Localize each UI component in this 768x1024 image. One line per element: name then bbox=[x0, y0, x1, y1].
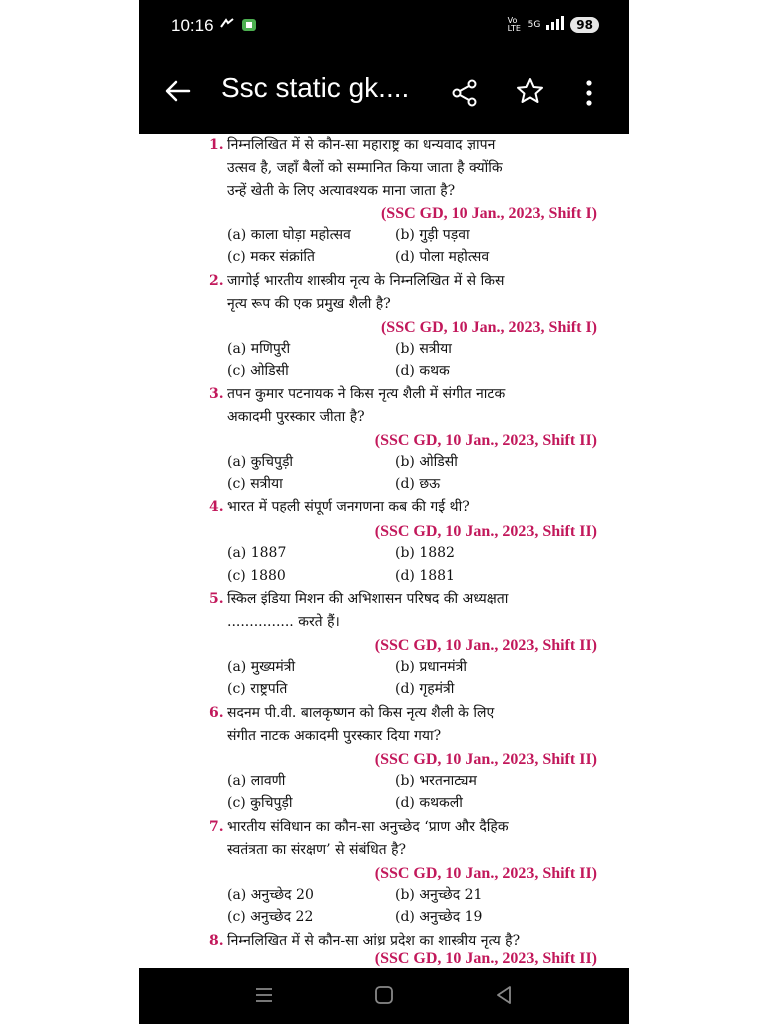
status-bar bbox=[139, 0, 629, 52]
option-d: (d) अनुच्छेद 19 bbox=[395, 909, 483, 925]
question-source: (SSC GD, 10 Jan., 2023, Shift I) bbox=[380, 319, 597, 336]
question-line: स्वतंत्रता का संरक्षण’ से संबंधित है? bbox=[227, 842, 407, 858]
question-1 bbox=[209, 134, 597, 265]
question-line: स्किल इंडिया मिशन की अभिशासन परिषद की अध्यक्षता bbox=[227, 591, 509, 607]
question-source: (SSC GD, 10 Jan., 2023, Shift II) bbox=[374, 432, 597, 449]
question-source: (SSC GD, 10 Jan., 2023, Shift I) bbox=[380, 205, 597, 222]
question-line: उत्सव है, जहाँ बैलों को सम्मानित किया जाता है क्योंकि bbox=[227, 160, 503, 176]
option-a: (a) काला घोड़ा महोत्सव bbox=[227, 227, 351, 243]
question-line: ............... करते हैं। bbox=[227, 614, 340, 630]
status-time: 10:16 bbox=[171, 16, 214, 35]
square-home-icon[interactable] bbox=[373, 984, 395, 1010]
sync-icon bbox=[219, 18, 235, 33]
option-c: (c) मकर संक्रांति bbox=[227, 249, 315, 265]
question-6 bbox=[209, 702, 597, 811]
question-line: निम्नलिखित में से कौन-सा आंध्र प्रदेश का शास्त्रीय नृत्य है? bbox=[227, 933, 521, 949]
option-b: (b) ओडिसी bbox=[395, 454, 458, 470]
option-b: (b) प्रधानमंत्री bbox=[395, 659, 468, 675]
question-source: (SSC GD, 10 Jan., 2023, Shift II) bbox=[374, 751, 597, 768]
question-8 bbox=[209, 930, 597, 967]
network-indicator: 5G bbox=[527, 19, 541, 30]
option-d: (d) पोला महोत्सव bbox=[395, 249, 490, 265]
option-d: (d) 1881 bbox=[395, 568, 455, 584]
arrow-left-icon[interactable] bbox=[163, 76, 193, 106]
question-line: भारत में पहली संपूर्ण जनगणना कब की गई थी? bbox=[227, 499, 470, 515]
question-line: उन्हें खेती के लिए अत्यावश्यक माना जाता है? bbox=[227, 183, 456, 199]
question-line: सदनम पी.वी. बालकृष्णन को किस नृत्य शैली के लिए bbox=[227, 705, 495, 721]
question-4 bbox=[209, 496, 597, 584]
page-title: Ssc static gk.... bbox=[221, 72, 410, 103]
menu-lines-icon[interactable] bbox=[253, 984, 275, 1010]
question-number: 7. bbox=[209, 819, 224, 835]
question-number: 8. bbox=[209, 933, 224, 949]
option-a: (a) मणिपुरी bbox=[227, 341, 291, 357]
volte-indicator: Vo LTE bbox=[507, 15, 521, 33]
option-a: (a) कुचिपुड़ी bbox=[227, 454, 294, 470]
more-vertical-icon[interactable] bbox=[585, 80, 593, 110]
option-d: (d) कथक bbox=[395, 363, 450, 379]
question-line: निम्नलिखित में से कौन-सा महाराष्ट्र का धन्यवाद ज्ञापन bbox=[227, 137, 496, 153]
option-b: (b) भरतनाट्यम bbox=[395, 773, 477, 789]
option-b: (b) सत्रीया bbox=[395, 341, 452, 357]
navigation-bar bbox=[139, 968, 629, 1024]
question-source: (SSC GD, 10 Jan., 2023, Shift II) bbox=[374, 950, 597, 967]
option-c: (c) 1880 bbox=[227, 568, 286, 584]
option-a: (a) मुख्यमंत्री bbox=[227, 659, 296, 675]
option-b: (b) गुड़ी पड़वा bbox=[395, 227, 470, 243]
option-c: (c) ओडिसी bbox=[227, 363, 289, 379]
app-bar bbox=[139, 52, 629, 134]
option-a: (a) अनुच्छेद 20 bbox=[227, 887, 314, 903]
option-a: (a) लावणी bbox=[227, 773, 286, 789]
phone-screen bbox=[139, 0, 629, 1024]
option-d: (d) गृहमंत्री bbox=[395, 681, 455, 697]
question-number: 3. bbox=[209, 386, 224, 402]
question-source: (SSC GD, 10 Jan., 2023, Shift II) bbox=[374, 637, 597, 654]
question-7 bbox=[209, 816, 597, 925]
question-5 bbox=[209, 588, 597, 697]
option-d: (d) छऊ bbox=[395, 476, 441, 492]
question-number: 1. bbox=[209, 137, 224, 153]
question-source: (SSC GD, 10 Jan., 2023, Shift II) bbox=[374, 523, 597, 540]
question-number: 5. bbox=[209, 591, 224, 607]
question-line: नृत्य रूप की एक प्रमुख शैली है? bbox=[227, 296, 391, 312]
star-icon[interactable] bbox=[515, 76, 545, 110]
option-c: (c) कुचिपुड़ी bbox=[227, 795, 293, 811]
question-line: जागोई भारतीय शास्त्रीय नृत्य के निम्नलिखित में से किस bbox=[227, 273, 505, 289]
option-c: (c) सत्रीया bbox=[227, 476, 283, 492]
question-2 bbox=[209, 270, 597, 379]
question-3 bbox=[209, 383, 597, 492]
option-b: (b) 1882 bbox=[395, 545, 455, 561]
signal-icon bbox=[546, 16, 564, 33]
question-number: 2. bbox=[209, 273, 224, 289]
share-icon[interactable] bbox=[451, 79, 479, 111]
option-c: (c) राष्ट्रपति bbox=[227, 681, 288, 697]
question-line: अकादमी पुरस्कार जीता है? bbox=[227, 409, 365, 425]
app-notification-icon bbox=[241, 18, 257, 35]
option-d: (d) कथकली bbox=[395, 795, 463, 811]
question-number: 4. bbox=[209, 499, 224, 515]
question-source: (SSC GD, 10 Jan., 2023, Shift II) bbox=[374, 865, 597, 882]
triangle-back-icon[interactable] bbox=[493, 984, 515, 1010]
option-b: (b) अनुच्छेद 21 bbox=[395, 887, 483, 903]
question-line: संगीत नाटक अकादमी पुरस्कार दिया गया? bbox=[227, 728, 442, 744]
option-a: (a) 1887 bbox=[227, 545, 287, 561]
battery-indicator: 98 bbox=[570, 17, 599, 33]
status-right bbox=[508, 16, 599, 33]
question-line: तपन कुमार पटनायक ने किस नृत्य शैली में संगीत नाटक bbox=[227, 386, 506, 402]
option-c: (c) अनुच्छेद 22 bbox=[227, 909, 314, 925]
question-page bbox=[139, 134, 629, 968]
question-line: भारतीय संविधान का कौन-सा अनुच्छेद ‘प्राण और दैहिक bbox=[227, 819, 509, 835]
question-number: 6. bbox=[209, 705, 224, 721]
